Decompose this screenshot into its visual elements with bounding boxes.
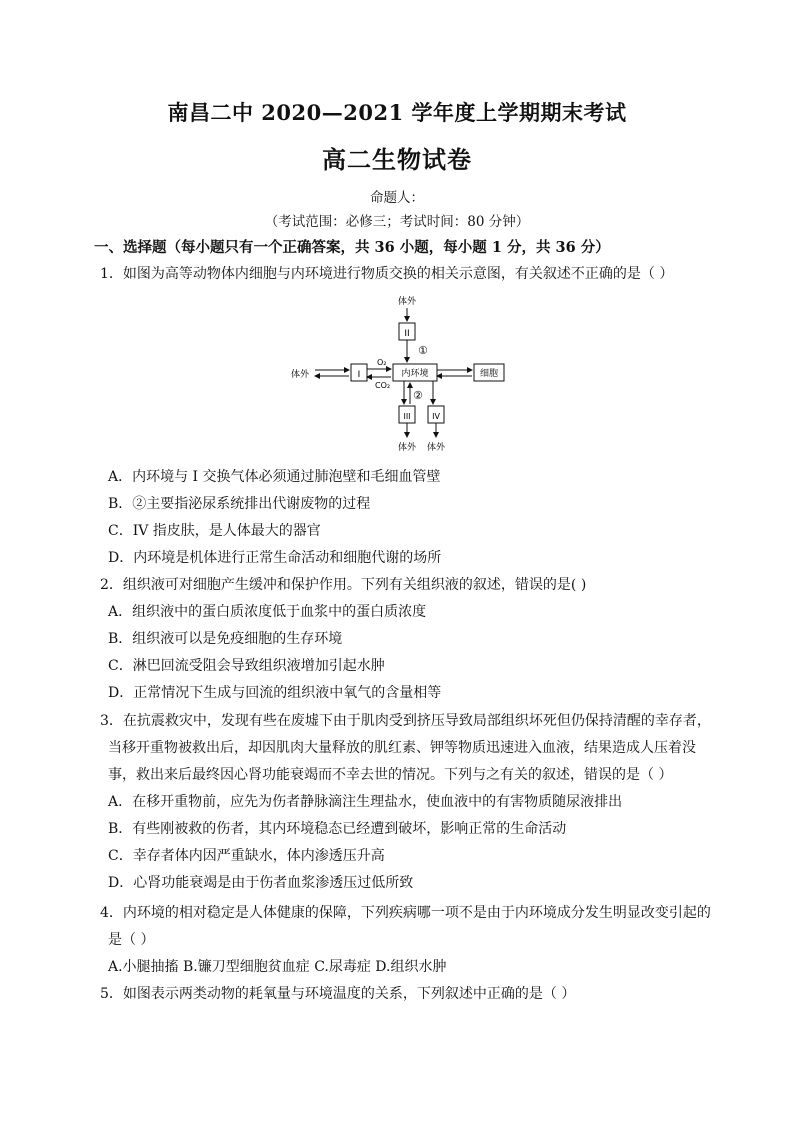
question-3-stem-line-3: 事，救出来后最终因心肾功能衰竭而不幸去世的情况。下列与之有关的叙述，错误的是（ ） bbox=[108, 767, 673, 783]
question-4-stem-line-2: 是（ ） bbox=[108, 932, 155, 948]
question-1-option-b: B．②主要指泌尿系统排出代谢废物的过程 bbox=[108, 496, 371, 512]
box-II-label: II bbox=[404, 329, 410, 339]
question-3-option-d: D．心肾功能衰竭是由于伤者血浆渗透压过低所致 bbox=[108, 875, 414, 891]
author-label: 命题人： bbox=[370, 190, 424, 206]
question-3-option-a: A．在移开重物前，应先为伤者静脉滴注生理盐水，使血液中的有害物质随尿液排出 bbox=[108, 794, 623, 810]
exam-subtitle: 高二生物试卷 bbox=[322, 145, 472, 174]
section-heading: 一、选择题（每小题只有一个正确答案，共 36 小题，每小题 1 分，共 36 分） bbox=[94, 239, 610, 256]
question-2-option-d: D．正常情况下生成与回流的组织液中氧气的含量相等 bbox=[108, 685, 442, 701]
question-4-stem-line-1: 4．内环境的相对稳定是人体健康的保障，下列疾病哪一项不是由于内环境成分发生明显改变引起的 bbox=[100, 905, 711, 921]
o2-label: O₂ bbox=[377, 358, 387, 367]
question-2-option-a: A．组织液中的蛋白质浓度低于血浆中的蛋白质浓度 bbox=[108, 604, 427, 620]
mark-1: ① bbox=[418, 344, 428, 357]
box-I-label: I bbox=[357, 370, 361, 380]
box-III-label: III bbox=[403, 412, 411, 421]
cell-label: 细胞 bbox=[479, 369, 499, 379]
question-3-stem-line-1: 3．在抗震救灾中，发现有些在废墟下由于肌肉受到挤压导致局部组织坏死但仍保持清醒的幸存者， bbox=[100, 713, 711, 729]
question-3-stem-line-2: 当移开重物被救出后，却因肌肉大量释放的肌红素、钾等物质迅速进入血液，结果造成人压着没 bbox=[108, 740, 696, 756]
diagram-outside-bottom-left: 体外 bbox=[397, 443, 417, 453]
question-1-stem: 1．如图为高等动物体内细胞与内环境进行物质交换的相关示意图，有关叙述不正确的是（ ） bbox=[100, 266, 674, 282]
question-1-option-a: A．内环境与 I 交换气体必须通过肺泡壁和毛细血管壁 bbox=[108, 469, 441, 485]
question-2-stem: 2．组织液可对细胞产生缓冲和保护作用。下列有关组织液的叙述，错误的是( ) bbox=[100, 577, 587, 593]
exchange-diagram bbox=[285, 292, 515, 455]
question-3-option-c: C．幸存者体内因严重缺水，体内渗透压升高 bbox=[108, 848, 385, 864]
question-5-stem: 5．如图表示两类动物的耗氧量与环境温度的关系，下列叙述中正确的是（ ） bbox=[100, 986, 576, 1002]
question-1-option-d: D．内环境是机体进行正常生命活动和细胞代谢的场所 bbox=[108, 550, 442, 566]
question-2-option-c: C．淋巴回流受阻会导致组织液增加引起水肿 bbox=[108, 658, 385, 674]
internal-env-label: 内环境 bbox=[401, 369, 429, 379]
mark-2: ② bbox=[413, 389, 423, 402]
question-2-option-b: B．组织液可以是免疫细胞的生存环境 bbox=[108, 631, 343, 647]
question-1-option-c: C．IV 指皮肤，是人体最大的器官 bbox=[108, 523, 321, 539]
box-IV-label: IV bbox=[432, 412, 440, 421]
co2-label: CO₂ bbox=[375, 381, 391, 390]
exam-title: 南昌二中 2020—2021 学年度上学期期末考试 bbox=[167, 100, 627, 125]
question-4-options: A.小腿抽搐 B.镰刀型细胞贫血症 C.尿毒症 D.组织水肿 bbox=[108, 959, 447, 975]
diagram-outside-bottom-right: 体外 bbox=[426, 443, 446, 453]
exam-scope: （考试范围：必修三；考试时间：80 分钟） bbox=[264, 214, 530, 230]
diagram-outside-left: 体外 bbox=[291, 370, 310, 380]
diagram-outside-top: 体外 bbox=[397, 297, 417, 307]
question-3-option-b: B．有些刚被救的伤者，其内环境稳态已经遭到破坏，影响正常的生命活动 bbox=[108, 821, 567, 837]
